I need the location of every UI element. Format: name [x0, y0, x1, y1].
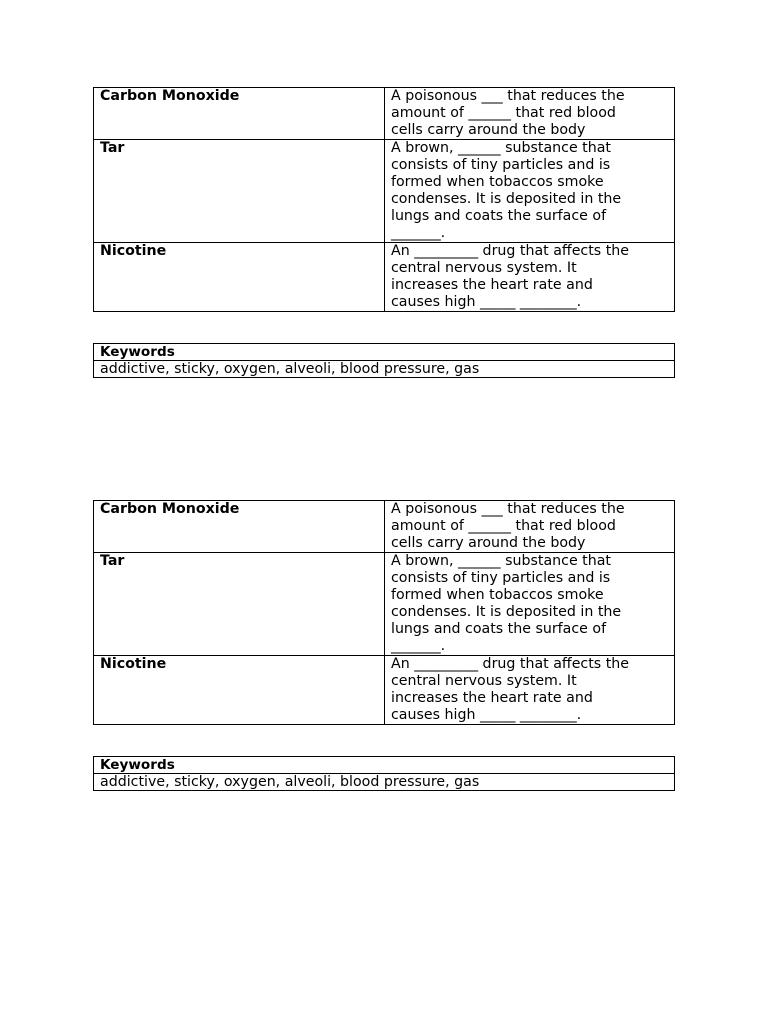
- table-row: [94, 361, 675, 378]
- definition-cell: An _________ drug that affects the central nervous system. It increases the heart rate and causes high _____ ________.: [385, 243, 675, 312]
- table-row: [94, 344, 675, 361]
- keywords-list: addictive, sticky, oxygen, alveoli, blood pressure, gas: [94, 774, 675, 791]
- table-row: [94, 774, 675, 791]
- terms-table: [93, 500, 675, 725]
- keywords-table: [93, 343, 675, 378]
- worksheet-section-2: [93, 500, 675, 791]
- definition-cell: A brown, ______ substance that consists of tiny particles and is formed when tobaccos smoke condenses. It is deposited in the lungs and coats the surface of _______.: [385, 553, 675, 656]
- definition-cell: A poisonous ___ that reduces the amount of ______ that red blood cells carry around the body: [385, 88, 675, 140]
- term-cell: Carbon Monoxide: [94, 501, 385, 553]
- definition-cell: An _________ drug that affects the central nervous system. It increases the heart rate and causes high _____ ________.: [385, 656, 675, 725]
- term-cell: Carbon Monoxide: [94, 88, 385, 140]
- table-row: [94, 140, 675, 243]
- table-row: [94, 501, 675, 553]
- term-cell: Tar: [94, 553, 385, 656]
- table-row: [94, 656, 675, 725]
- table-row: [94, 553, 675, 656]
- term-cell: Nicotine: [94, 243, 385, 312]
- term-cell: Tar: [94, 140, 385, 243]
- term-cell: Nicotine: [94, 656, 385, 725]
- table-row: [94, 88, 675, 140]
- keywords-header: Keywords: [94, 344, 675, 361]
- keywords-list: addictive, sticky, oxygen, alveoli, blood pressure, gas: [94, 361, 675, 378]
- keywords-table: [93, 756, 675, 791]
- table-row: [94, 243, 675, 312]
- terms-table: [93, 87, 675, 312]
- definition-cell: A brown, ______ substance that consists of tiny particles and is formed when tobaccos smoke condenses. It is deposited in the lungs and coats the surface of _______.: [385, 140, 675, 243]
- definition-cell: A poisonous ___ that reduces the amount of ______ that red blood cells carry around the body: [385, 501, 675, 553]
- table-row: [94, 757, 675, 774]
- worksheet-section-1: [93, 87, 675, 378]
- keywords-header: Keywords: [94, 757, 675, 774]
